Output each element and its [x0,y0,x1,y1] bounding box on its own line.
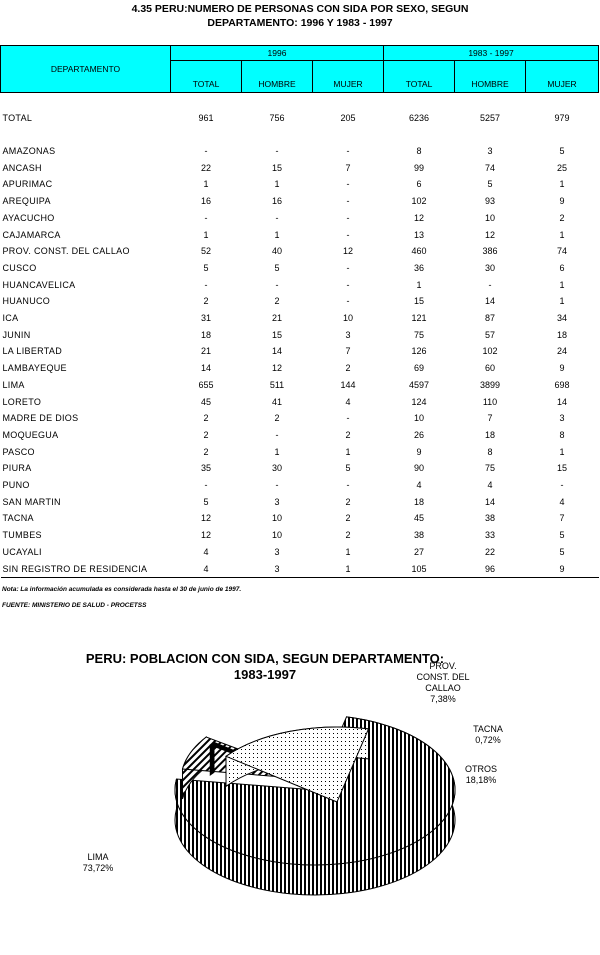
slice-label-tacna-value: 0,72% [475,735,501,745]
cell-hombre-1983-1997: 7 [487,413,493,424]
note-text: Nota: La información acumulada es considerada hasta el 30 de junio de 1997. [2,586,242,593]
cell-hombre-1996: 2 [274,296,280,307]
cell-hombre-1983-1997: 14 [484,496,495,507]
cell-hombre-1983-1997: 102 [482,346,498,357]
cell-mujer-1983-1997: 15 [557,463,568,474]
row-name: SAN MARTIN [2,496,61,507]
cell-total-1996: 655 [198,379,214,390]
row-name: ANCASH [2,162,42,173]
cell-total-1983-1997: 105 [384,561,455,578]
row-name: SIN REGISTRO DE RESIDENCIA [1,561,171,578]
row-name: HUANCAVELICA [2,279,76,290]
cell-hombre-1983-1997: 5 [487,179,493,190]
slice-label-lima [76,852,120,874]
slice-label-lima-name: LIMA [87,852,109,862]
cell-mujer-1983-1997: 6 [559,262,565,273]
cell-mujer-1996: - [346,413,350,424]
cell-mujer-1996: 144 [340,379,356,390]
header-total-1996: TOTAL [171,61,242,93]
cell-total-1983-1997: 102 [411,196,427,207]
row-name: LIMA [2,379,25,390]
slice-label-tacna-name: TACNA [473,724,503,734]
row-name: JUNIN [2,329,31,340]
cell-total-1983-1997: 38 [413,530,424,541]
cell-total-1996: 5 [203,262,209,273]
cell-mujer-1996: - [346,229,350,240]
cell-total-1996: 961 [198,113,214,123]
cell-hombre-1996: - [275,480,279,491]
row-name: UCAYALI [2,546,42,557]
cell-mujer-1983-1997: 1 [559,296,565,307]
cell-hombre-1983-1997: 38 [484,513,495,524]
cell-total-1983-1997: 15 [413,296,424,307]
cell-total-1996: 22 [200,162,211,173]
cell-hombre-1983-1997: 3899 [479,379,501,390]
cell-mujer-1996: - [346,296,350,307]
cell-mujer-1983-1997: 18 [557,329,568,340]
cell-hombre-1983-1997: 5257 [479,113,501,123]
slice-label-callao [398,661,488,705]
cell-mujer-1983-1997: 5 [559,546,565,557]
slice-label-otros-name: OTROS [464,764,497,774]
cell-hombre-1983-1997: 30 [484,262,495,273]
cell-total-1996: 4 [203,546,209,557]
cell-total-1983-1997: 8 [416,146,422,156]
cell-hombre-1983-1997: 22 [484,546,495,557]
header-total-1983-1997: TOTAL [384,61,455,93]
cell-total-1983-1997: 121 [411,313,427,324]
cell-total-1983-1997: 4 [416,480,422,491]
cell-mujer-1983-1997: 9 [559,363,565,374]
cell-mujer-1996: 2 [345,429,351,440]
cell-total-1996: 52 [200,246,211,257]
cell-total-1983-1997: 90 [413,463,424,474]
cell-total-1983-1997: 1 [416,279,422,290]
cell-mujer-1983-1997: 74 [557,246,568,257]
slice-label-otros-value: 18,18% [465,775,497,785]
cell-mujer-1996: 12 [342,246,353,257]
cell-hombre-1996: 5 [274,262,280,273]
cell-mujer-1983-1997: 8 [559,429,565,440]
cell-hombre-1983-1997: 18 [484,429,495,440]
slice-label-tacna [466,724,510,746]
cell-total-1983-1997: 26 [413,429,424,440]
cell-hombre-1983-1997: 8 [487,446,493,457]
cell-hombre-1983-1997: 75 [484,463,495,474]
cell-mujer-1996: 205 [340,113,356,123]
cell-hombre-1996: 1 [274,229,280,240]
header-departamento: DEPARTAMENTO [1,46,171,93]
cell-total-1983-1997: 9 [416,446,422,457]
cell-mujer-1983-1997: 4 [559,496,565,507]
cell-total-1996: 2 [203,446,209,457]
cell-mujer-1996: 2 [345,530,351,541]
cell-mujer-1983-1997: - [560,480,564,491]
row-name: APURIMAC [2,179,53,190]
cell-mujer-1983-1997: 34 [557,313,568,324]
cell-total-1983-1997: 10 [413,413,424,424]
cell-hombre-1996: 14 [271,346,282,357]
cell-total-1996: - [204,279,208,290]
cell-hombre-1996: - [275,279,279,290]
cell-hombre-1996: 3 [242,561,313,578]
row-name: LAMBAYEQUE [2,363,67,374]
cell-hombre-1983-1997: 14 [484,296,495,307]
cell-mujer-1996: - [346,279,350,290]
cell-hombre-1983-1997: 87 [484,313,495,324]
cell-hombre-1996: 3 [274,496,280,507]
cell-hombre-1983-1997: 10 [484,212,495,223]
cell-total-1983-1997: 12 [413,212,424,223]
header-group-1983-1997: 1983 - 1997 [384,46,599,61]
cell-hombre-1983-1997: 110 [482,396,498,407]
cell-total-1983-1997: 99 [413,162,424,173]
cell-mujer-1996: 4 [345,396,351,407]
row-name: CAJAMARCA [2,229,61,240]
cell-mujer-1996: 2 [345,496,351,507]
row-name: CUSCO [2,262,37,273]
cell-total-1996: 12 [200,513,211,524]
cell-mujer-1996: - [346,196,350,207]
cell-hombre-1996: 1 [274,446,280,457]
cell-hombre-1983-1997: 12 [484,229,495,240]
row-name: LORETO [2,396,42,407]
cell-total-1996: 35 [200,463,211,474]
cell-hombre-1983-1997: 96 [455,561,526,578]
cell-hombre-1983-1997: 4 [487,480,493,491]
cell-hombre-1996: 511 [269,379,285,390]
cell-hombre-1996: 3 [274,546,280,557]
table-title-line2: DEPARTAMENTO: 1996 Y 1983 - 1997 [207,17,393,29]
header-group-1996: 1996 [171,46,384,61]
cell-mujer-1996: - [346,146,350,156]
cell-total-1983-1997: 18 [413,496,424,507]
cell-total-1983-1997: 6 [416,179,422,190]
cell-mujer-1983-1997: 1 [559,179,565,190]
cell-hombre-1996: 30 [271,463,282,474]
cell-mujer-1996: 10 [342,313,353,324]
cell-mujer-1983-1997: 3 [559,413,565,424]
header-hombre-1983-1997: HOMBRE [455,61,526,93]
row-name: MOQUEGUA [2,429,59,440]
cell-mujer-1996: 5 [345,463,351,474]
cell-hombre-1996: 16 [271,196,282,207]
cell-total-1996: - [204,212,208,223]
chart-title-line1: PERU: POBLACION CON SIDA, SEGUN DEPARTAMENTO: [85,651,445,666]
cell-total-1983-1997: 69 [413,363,424,374]
cell-total-1983-1997: 126 [411,346,427,357]
row-name: PIURA [2,463,32,474]
cell-total-1983-1997: 45 [413,513,424,524]
cell-hombre-1983-1997: 33 [484,530,495,541]
cell-mujer-1996: 3 [345,329,351,340]
row-name: PASCO [2,446,35,457]
cell-hombre-1996: 15 [271,329,282,340]
cell-mujer-1983-1997: 979 [554,113,570,123]
cell-hombre-1996: - [275,212,279,223]
cell-hombre-1996: 41 [271,396,282,407]
cell-hombre-1996: 12 [271,363,282,374]
table-title-line1: 4.35 PERU:NUMERO DE PERSONAS CON SIDA POR SEXO, SEGUN [131,3,469,15]
row-name: LA LIBERTAD [2,346,62,357]
cell-total-1983-1997: 13 [413,229,424,240]
cell-total-1983-1997: 4597 [408,379,430,390]
slice-label-otros [459,764,503,786]
cell-mujer-1983-1997: 9 [559,196,565,207]
cell-total-1996: 2 [203,296,209,307]
chart-title-line2: 1983-1997 [233,667,297,682]
cell-mujer-1996: - [346,262,350,273]
cell-mujer-1996: 7 [345,346,351,357]
cell-mujer-1996: 7 [345,162,351,173]
cell-total-1983-1997: 460 [411,246,427,257]
cell-hombre-1996: 10 [271,530,282,541]
cell-total-1996: 16 [200,196,211,207]
cell-hombre-1996: 1 [274,179,280,190]
cell-total-1996: - [204,480,208,491]
row-name: HUANUCO [2,296,51,307]
cell-mujer-1983-1997: 24 [557,346,568,357]
cell-total-1996: 4 [171,561,242,578]
cell-total-1996: 14 [200,363,211,374]
row-name: AMAZONAS [2,146,56,156]
cell-hombre-1983-1997: 74 [484,162,495,173]
cell-mujer-1983-1997: 1 [559,229,565,240]
cell-mujer-1983-1997: 9 [526,561,599,578]
cell-total-1983-1997: 6236 [408,113,430,123]
row-name: AREQUIPA [2,196,51,207]
row-name: ICA [2,313,19,324]
cell-total-1983-1997: 124 [411,396,427,407]
cell-mujer-1996: 1 [313,561,384,578]
row-name: PROV. CONST. DEL CALLAO [2,246,130,257]
row-name: AYACUCHO [2,212,55,223]
cell-total-1996: 1 [203,229,209,240]
cell-hombre-1983-1997: 57 [484,329,495,340]
header-mujer-1996: MUJER [313,61,384,93]
cell-total-1996: 12 [200,530,211,541]
cell-total-1996: - [204,146,208,156]
cell-hombre-1983-1997: 3 [487,146,493,156]
cell-hombre-1996: 756 [269,113,285,123]
cell-hombre-1983-1997: - [488,279,492,290]
cell-mujer-1996: 1 [345,446,351,457]
header-mujer-1983-1997: MUJER [526,61,599,93]
slice-label-callao-name: PROV. CONST. DEL CALLAO [416,661,470,693]
cell-mujer-1996: 2 [345,363,351,374]
cell-mujer-1983-1997: 1 [559,279,565,290]
cell-hombre-1996: 15 [271,162,282,173]
cell-mujer-1983-1997: 2 [559,212,565,223]
cell-hombre-1996: - [275,146,279,156]
cell-mujer-1983-1997: 25 [557,162,568,173]
cell-total-1996: 18 [200,329,211,340]
cell-mujer-1983-1997: 5 [559,530,565,541]
cell-mujer-1996: - [346,212,350,223]
cell-total-1996: 5 [203,496,209,507]
cell-mujer-1983-1997: 14 [557,396,568,407]
cell-mujer-1996: 2 [345,513,351,524]
cell-total-1996: 2 [203,413,209,424]
cell-hombre-1996: 10 [271,513,282,524]
pie-slice-side [210,742,214,775]
row-name: PUNO [2,480,30,491]
cell-hombre-1996: 21 [271,313,282,324]
cell-hombre-1983-1997: 60 [484,363,495,374]
cell-total-1996: 21 [200,346,211,357]
cell-mujer-1983-1997: 1 [559,446,565,457]
cell-total-1996: 2 [203,429,209,440]
row-name: TUMBES [2,530,42,541]
cell-mujer-1996: - [346,480,350,491]
cell-mujer-1983-1997: 5 [559,146,565,156]
cell-total-1983-1997: 36 [413,262,424,273]
slice-label-lima-value: 73,72% [82,863,114,873]
cell-hombre-1983-1997: 386 [482,246,498,257]
cell-total-1996: 45 [200,396,211,407]
cell-hombre-1996: 40 [271,246,282,257]
cell-hombre-1996: - [275,429,279,440]
cell-total-1996: 31 [200,313,211,324]
source-text: FUENTE: MINISTERIO DE SALUD - PROCETSS [2,602,147,609]
cell-total-1996: 1 [203,179,209,190]
row-name: TACNA [2,513,34,524]
cell-mujer-1996: - [346,179,350,190]
row-name: TOTAL [2,113,33,123]
header-hombre-1996: HOMBRE [242,61,313,93]
cell-mujer-1996: 1 [345,546,351,557]
row-name: MADRE DE DIOS [2,413,79,424]
cell-hombre-1996: 2 [274,413,280,424]
cell-total-1983-1997: 75 [413,329,424,340]
cell-total-1983-1997: 27 [413,546,424,557]
cell-mujer-1983-1997: 698 [554,379,570,390]
cell-hombre-1983-1997: 93 [484,196,495,207]
slice-label-callao-value: 7,38% [430,694,456,704]
cell-mujer-1983-1997: 7 [559,513,565,524]
